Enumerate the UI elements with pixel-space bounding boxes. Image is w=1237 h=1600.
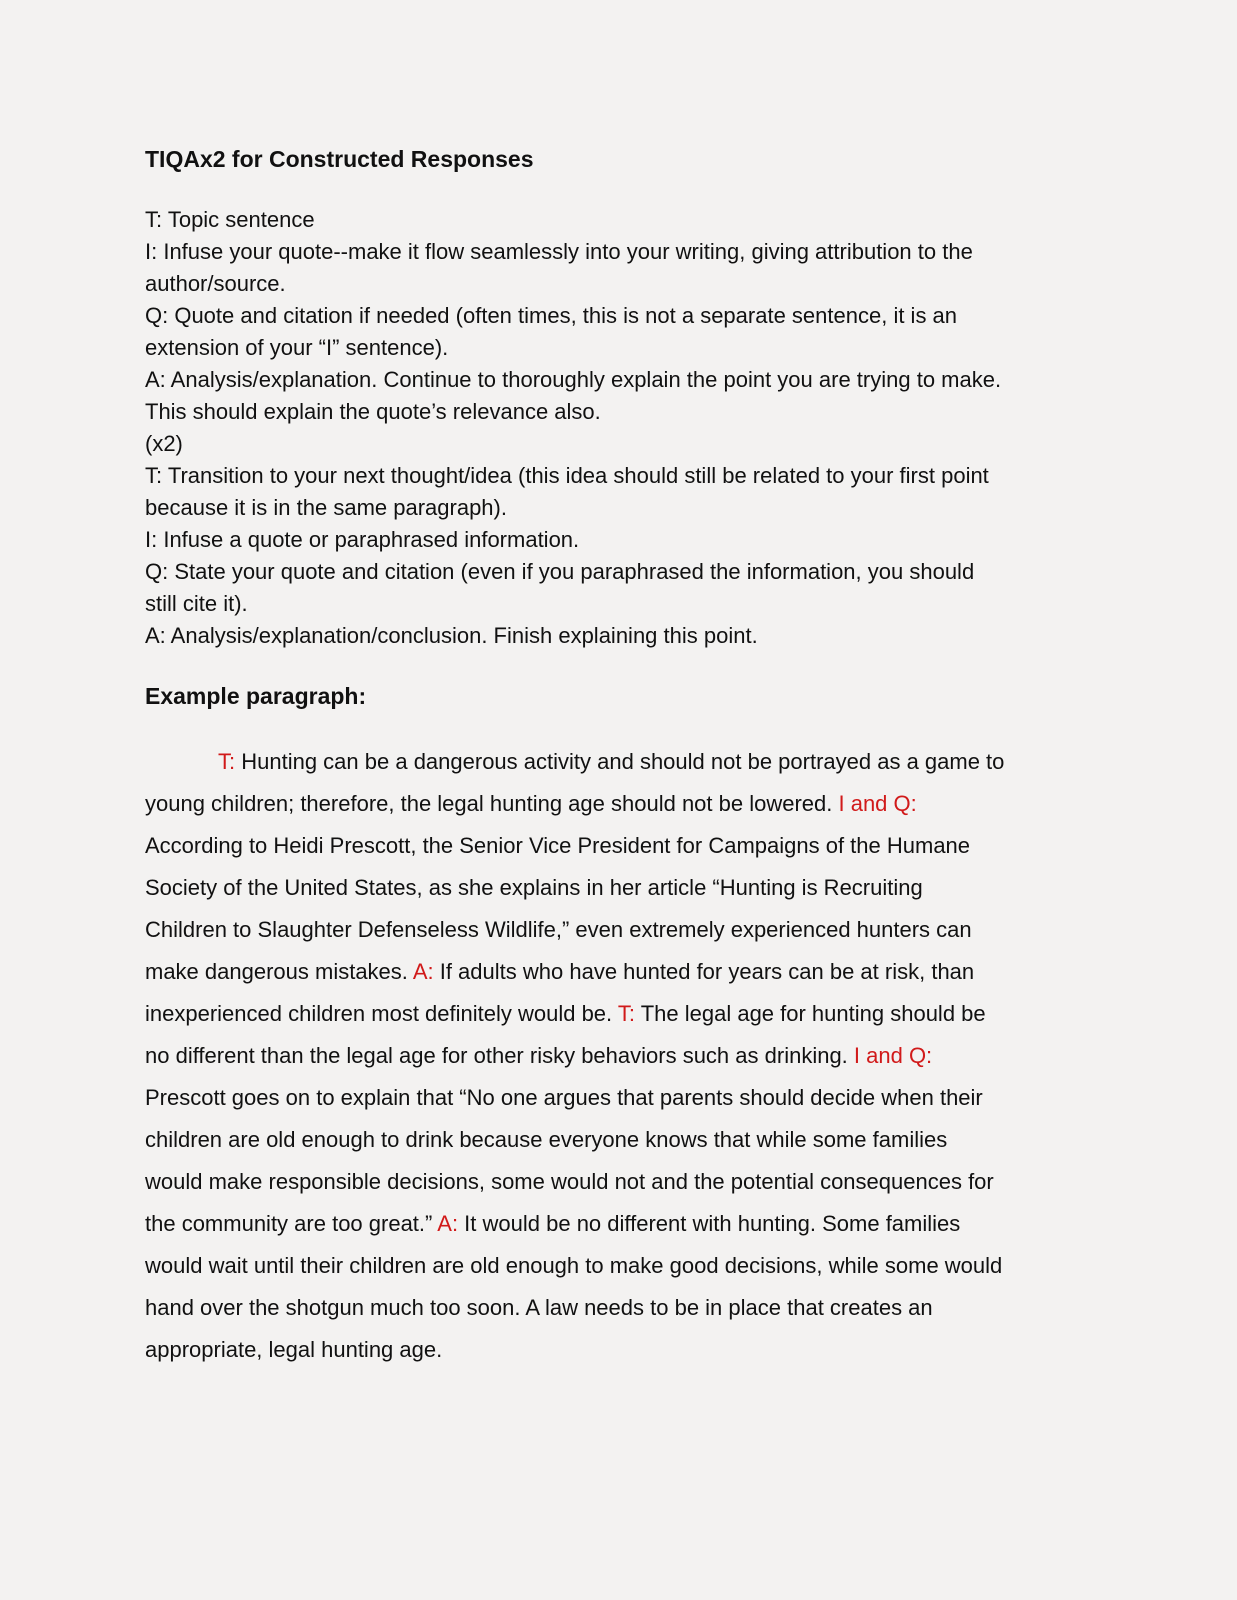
- paragraph-line: would make responsible decisions, some would not and the potential consequences for: [145, 1169, 994, 1194]
- guide-line: T: Topic sentence: [145, 207, 315, 232]
- document-content: [145, 143, 1105, 1371]
- paragraph-line: hand over the shotgun much too soon. A law needs to be in place that creates an: [145, 1295, 933, 1320]
- paragraph-line: [145, 1035, 1105, 1077]
- paragraph-line: appropriate, legal hunting age.: [145, 1337, 443, 1362]
- guide-line: I: Infuse a quote or paraphrased information.: [145, 527, 580, 552]
- paragraph-line: [145, 741, 1105, 783]
- paragraph-line: [145, 993, 1105, 1035]
- paragraph-text: It would be no different with hunting. Some families: [458, 1211, 961, 1236]
- paragraph-text: young children; therefore, the legal hunting age should not be lowered.: [145, 791, 839, 816]
- paragraph-line: would wait until their children are old enough to make good decisions, while some would: [145, 1253, 1003, 1278]
- guide-line: still cite it).: [145, 591, 248, 616]
- paragraph-text: make dangerous mistakes.: [145, 959, 413, 984]
- paragraph-line: Prescott goes on to explain that “No one argues that parents should decide when their: [145, 1085, 983, 1110]
- guide-line: A: Analysis/explanation. Continue to thoroughly explain the point you are trying to make.: [145, 367, 1002, 392]
- example-paragraph: [145, 741, 1105, 1371]
- red-marker: I and Q:: [838, 791, 917, 816]
- guide-line: I: Infuse your quote--make it flow seamlessly into your writing, giving attribution to the: [145, 239, 973, 264]
- guide-line: Q: State your quote and citation (even if you paraphrased the information, you should: [145, 559, 975, 584]
- guide-line: This should explain the quote’s relevance also.: [145, 399, 601, 424]
- red-marker: A:: [412, 959, 434, 984]
- paragraph-line: children are old enough to drink because everyone knows that while some families: [145, 1127, 948, 1152]
- guide-line: A: Analysis/explanation/conclusion. Finish explaining this point.: [145, 623, 758, 648]
- paragraph-text: Hunting can be a dangerous activity and should not be portrayed as a game to: [235, 749, 1005, 774]
- guide-line: Q: Quote and citation if needed (often times, this is not a separate sentence, it is an: [145, 303, 958, 328]
- guide-line: extension of your “I” sentence).: [145, 335, 449, 360]
- red-marker: A:: [437, 1211, 459, 1236]
- paragraph-text: If adults who have hunted for years can be at risk, than: [433, 959, 975, 984]
- paragraph-line: [145, 783, 1105, 825]
- paragraph-text: inexperienced children most definitely would be.: [145, 1001, 618, 1026]
- paragraph-line: According to Heidi Prescott, the Senior Vice President for Campaigns of the Humane: [145, 833, 971, 858]
- paragraph-text: no different than the legal age for other risky behaviors such as drinking.: [145, 1043, 854, 1068]
- guide-line: T: Transition to your next thought/idea (this idea should still be related to your first point: [145, 463, 989, 488]
- red-marker: I and Q:: [853, 1043, 933, 1068]
- paragraph-line: [145, 951, 1105, 993]
- paragraph-text: the community are too great.”: [145, 1211, 438, 1236]
- red-marker: T:: [617, 1001, 635, 1026]
- document-title: TIQAx2 for Constructed Responses: [145, 146, 534, 172]
- red-marker: T:: [218, 749, 236, 774]
- tiqa-guide-list: [145, 204, 1105, 652]
- guide-line: (x2): [145, 431, 183, 456]
- guide-line: because it is in the same paragraph).: [145, 495, 507, 520]
- guide-line: author/source.: [145, 271, 286, 296]
- example-heading: Example paragraph:: [145, 683, 367, 709]
- paragraph-line: Society of the United States, as she explains in her article “Hunting is Recruiting: [145, 875, 923, 900]
- paragraph-line: Children to Slaughter Defenseless Wildlife,” even extremely experienced hunters can: [145, 917, 972, 942]
- paragraph-line: [145, 1203, 1105, 1245]
- paragraph-text: The legal age for hunting should be: [635, 1001, 986, 1026]
